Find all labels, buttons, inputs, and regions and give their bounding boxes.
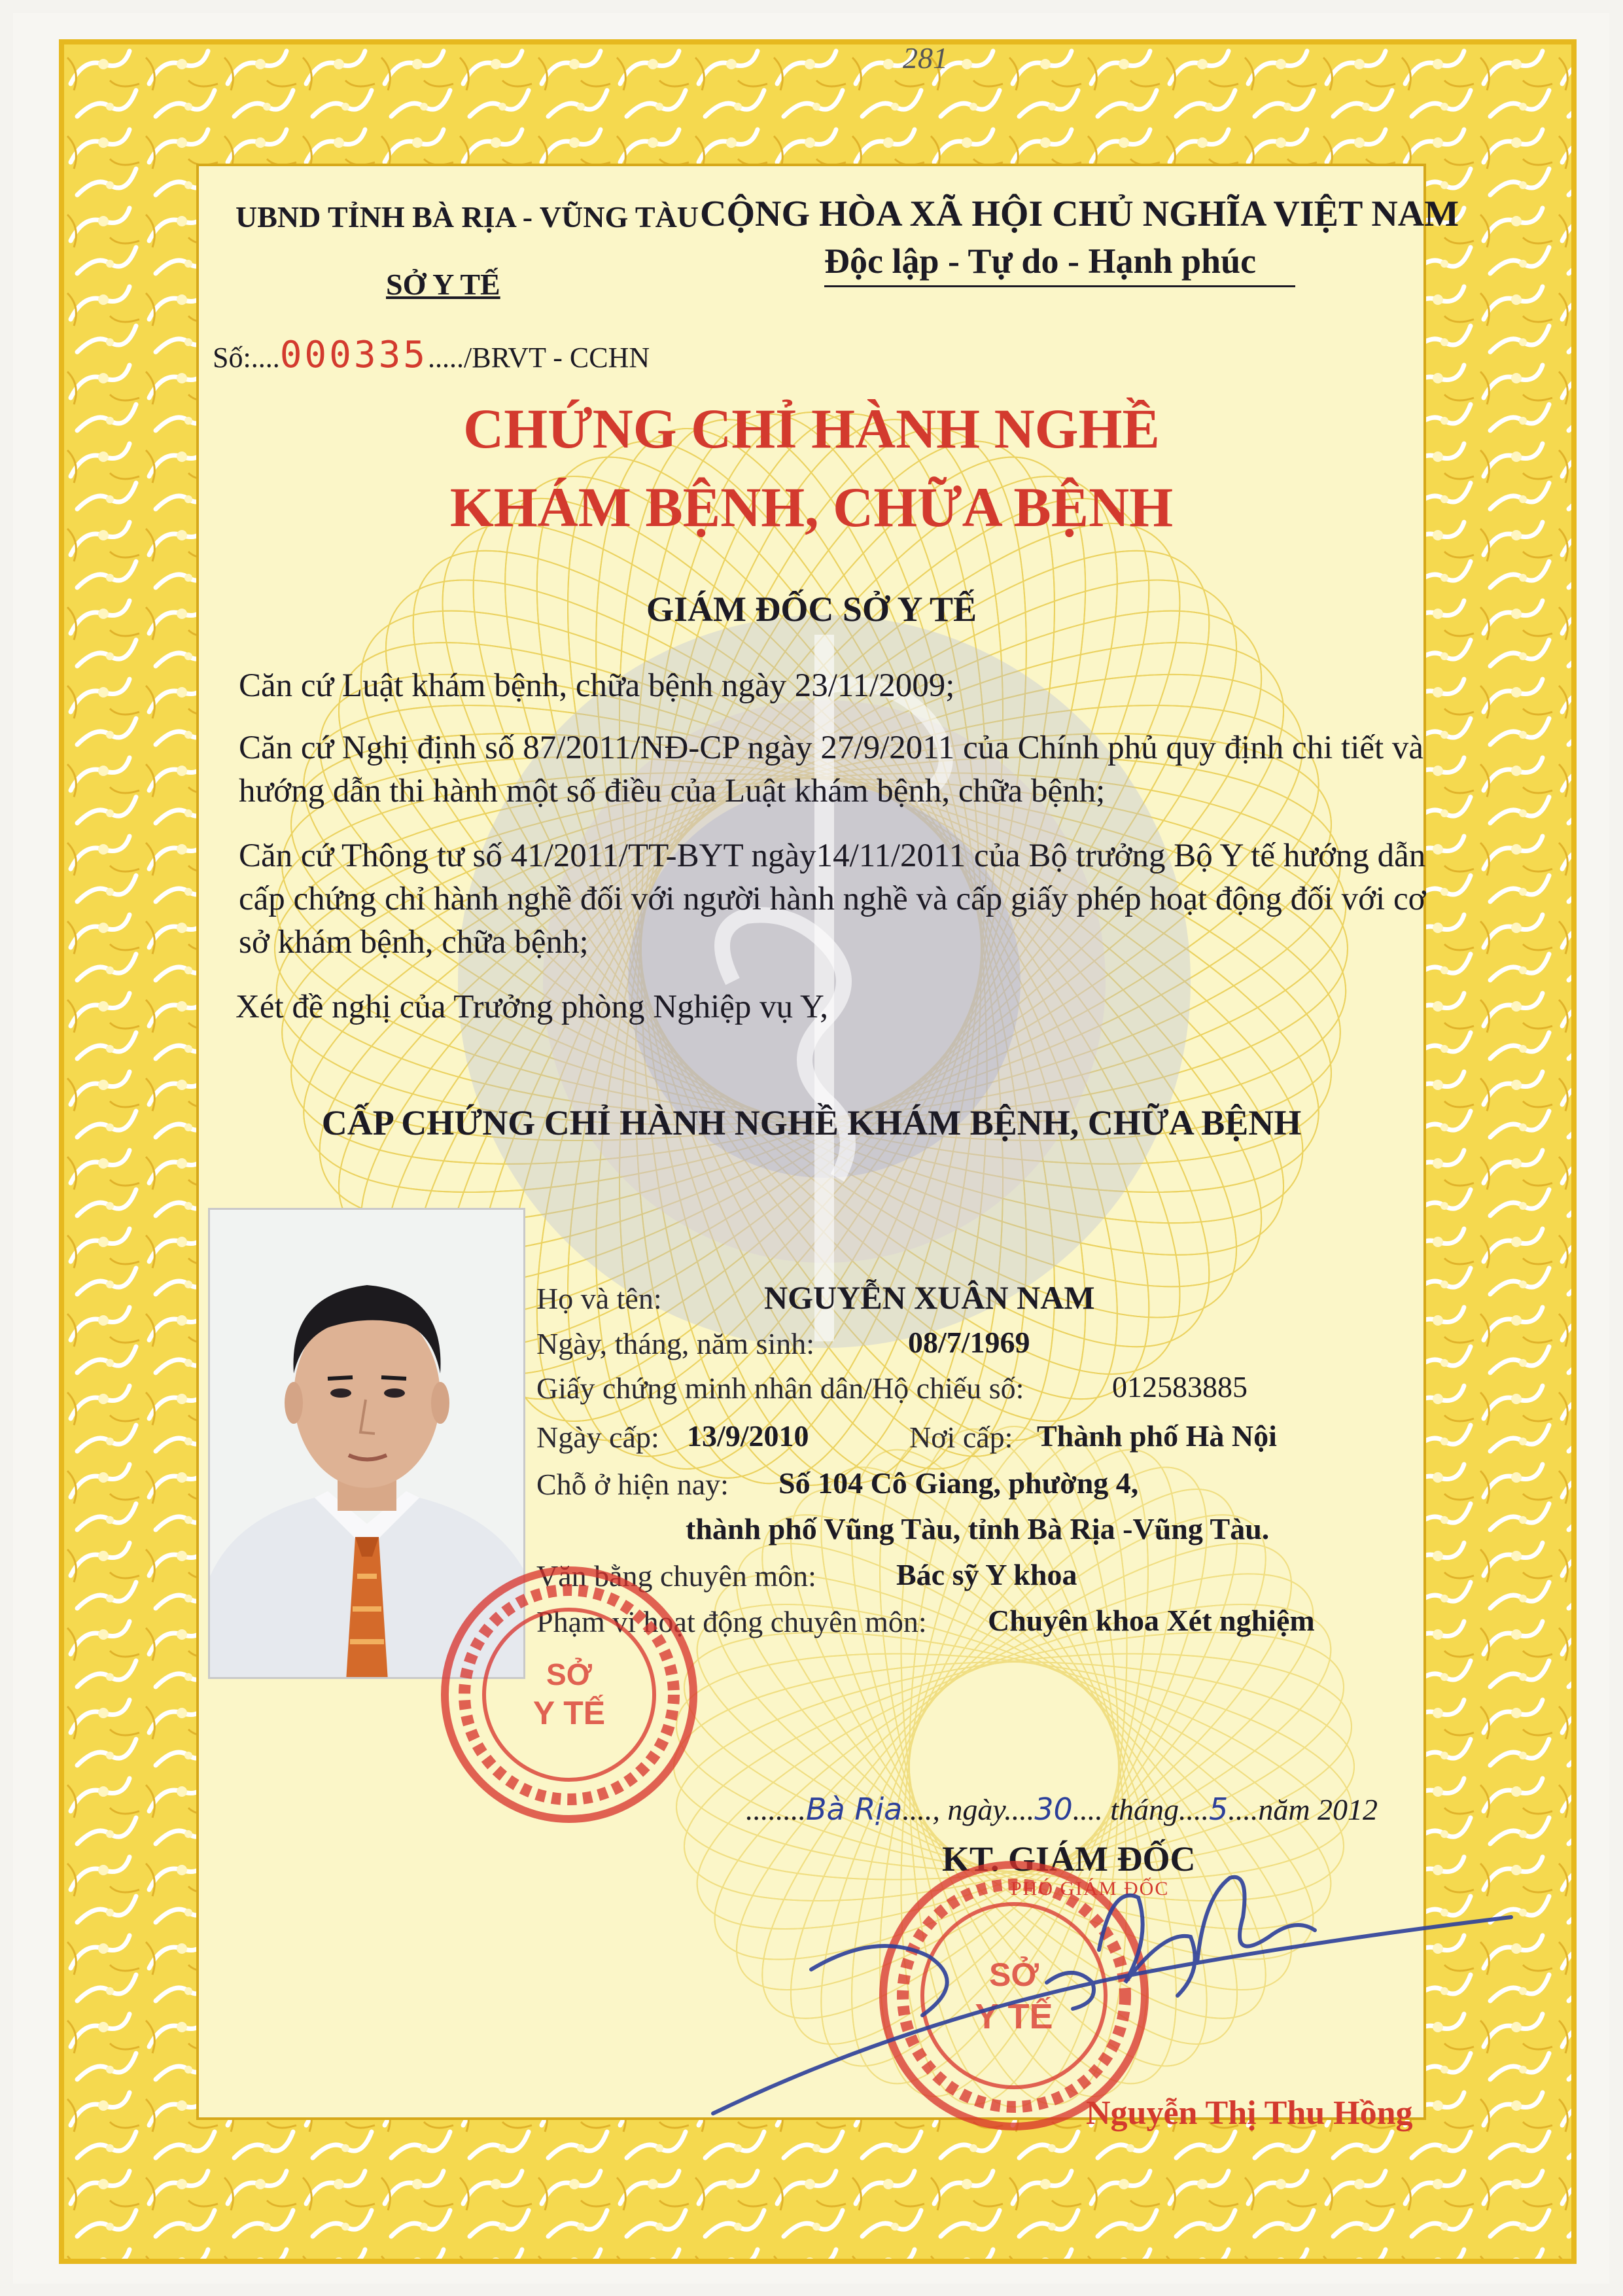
certificate-number-row — [213, 334, 650, 376]
holder-scope: Chuyên khoa Xét nghiệm — [988, 1604, 1315, 1637]
dots: .... — [1072, 1793, 1111, 1826]
national-motto: Độc lập - Tự do - Hạnh phúc — [824, 241, 1257, 281]
motto-underline — [824, 285, 1295, 287]
handwritten-signature-icon — [707, 1858, 1524, 2133]
signer-name: Nguyễn Thị Thu Hồng — [1086, 2094, 1413, 2132]
number-suffix: /BRVT - CCHN — [464, 342, 650, 374]
holder-dob: 08/7/1969 — [908, 1326, 1030, 1359]
holder-issue-place: Thành phố Hà Nội — [1037, 1419, 1277, 1453]
grant-title: CẤP CHỨNG CHỈ HÀNH NGHỀ KHÁM BỆNH, CHỮA BỆNH — [321, 1103, 1302, 1142]
year-label: năm — [1258, 1793, 1310, 1826]
certificate-title-line-2: KHÁM BỆNH, CHỮA BỆNH — [449, 476, 1174, 539]
dots: ........ — [746, 1793, 806, 1826]
issuer-title: GIÁM ĐỐC SỞ Y TẾ — [646, 590, 977, 629]
signing-date-line — [746, 1792, 1378, 1827]
holder-address-line-1: Số 104 Cô Giang, phường 4, — [778, 1466, 1139, 1500]
national-title: CỘNG HÒA XÃ HỘI CHỦ NGHĨA VIỆT NAM — [700, 194, 1459, 234]
address-label: Chỗ ở hiện nay: — [536, 1468, 729, 1501]
holder-address-line-2: thành phố Vũng Tàu, tỉnh Bà Rịa -Vũng Tàu. — [686, 1512, 1270, 1545]
number-dots: .... — [251, 342, 280, 374]
dots: .... — [1228, 1793, 1259, 1826]
dob-label: Ngày, tháng, năm sinh: — [536, 1327, 815, 1360]
holder-issue-date: 13/9/2010 — [687, 1419, 809, 1453]
signing-month: 5 — [1209, 1792, 1229, 1827]
holder-id-number: 012583885 — [1112, 1370, 1248, 1404]
legal-basis-paragraph: Căn cứ Luật khám bệnh, chữa bệnh ngày 23/11/2009; — [239, 667, 955, 704]
holder-name: NGUYỄN XUÂN NAM — [764, 1279, 1095, 1316]
stamp-text-2: Y TẾ — [532, 1695, 606, 1731]
stamp-text-1: SỞ — [988, 1956, 1039, 1993]
month-label: tháng — [1110, 1793, 1179, 1826]
legal-basis-paragraph: Căn cứ Nghị định số 87/2011/NĐ-CP ngày 27/9/2011 của Chính phủ quy định chi tiết và hướng dẫn thi hành một số điều của Luật khám bệnh, chữa bệnh; — [239, 730, 1424, 809]
department-name: SỞ Y TẾ — [386, 268, 500, 301]
legal-basis-paragraph: Căn cứ Thông tư số 41/2011/TT-BYT ngày14/11/2011 của Bộ trưởng Bộ Y tế hướng dẫn cấp chứng chỉ hành nghề đối với người hành nghề và cấp giấy phép hoạt động đối với cơ sở khám bệnh, chữa bệnh; — [239, 838, 1426, 961]
signing-subtitle: PHÓ GIÁM ĐỐC — [1011, 1878, 1170, 1899]
issue-place-label: Nơi cấp: — [909, 1421, 1013, 1454]
issue-date-label: Ngày cấp: — [536, 1421, 659, 1454]
dots: .... — [1179, 1793, 1210, 1826]
legal-basis-paragraph: Xét đề nghị của Trưởng phòng Nghiệp vụ Y, — [236, 989, 828, 1025]
number-dots: ..... — [428, 342, 464, 374]
stamp-text-2: Y TẾ — [975, 1997, 1053, 2036]
signing-day: 30 — [1034, 1792, 1073, 1827]
certificate-title-line-1: CHỨNG CHỈ HÀNH NGHỀ — [463, 397, 1160, 460]
scope-label: Phạm vi hoạt động chuyên môn: — [536, 1605, 927, 1638]
pencil-note: 281 — [903, 41, 948, 75]
day-label: ngày — [947, 1793, 1005, 1826]
dots: ...., — [902, 1793, 948, 1826]
number-prefix: Số: — [213, 342, 251, 374]
name-label: Họ và tên: — [536, 1282, 662, 1315]
signing-place: Bà Rịa — [806, 1792, 903, 1827]
stamp-text-1: SỞ — [546, 1657, 592, 1691]
holder-degree: Bác sỹ Y khoa — [896, 1558, 1077, 1591]
agency-name: UBND TỈNH BÀ RỊA - VŨNG TÀU — [236, 200, 699, 234]
certificate-number: 000335 — [279, 334, 428, 376]
id-label: Giấy chứng minh nhân dân/Hộ chiếu số: — [536, 1371, 1024, 1405]
dots: .... — [1004, 1793, 1035, 1826]
signing-year: 2012 — [1318, 1793, 1378, 1826]
official-seal-stamp-icon — [432, 1557, 707, 1832]
signing-title: KT. GIÁM ĐỐC — [942, 1839, 1196, 1879]
degree-label: Văn bằng chuyên môn: — [536, 1559, 816, 1593]
